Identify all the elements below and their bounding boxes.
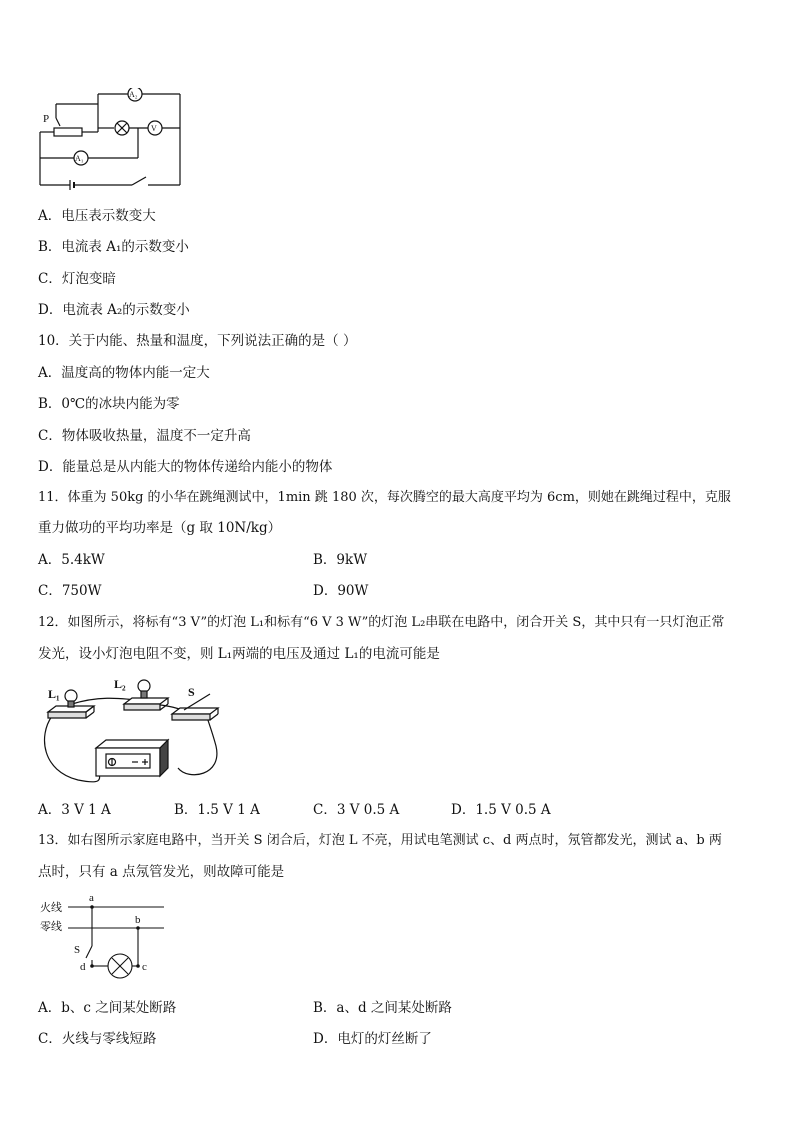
q11-option-d: D．90W [313,583,369,599]
q13-option-a: A．b、c 之间某处断路 [38,1000,177,1016]
q11-stem-line1: 11．体重为 50kg 的小华在跳绳测试中，1min 跳 180 次，每次腾空的最大高度平均为 6cm，则她在跳绳过程中，克服 [38,490,731,505]
q13-circuit-svg [38,890,172,986]
q12-stem-line2: 发光，设小灯泡电阻不变，则 L₁两端的电压及通过 L₁的电流可能是 [38,646,440,662]
q11-option-b: B．9kW [313,552,368,568]
q12-option-c: C．3 V 0.5 A [313,802,400,818]
q10-option-c: C．物体吸收热量，温度不一定升高 [38,428,251,444]
q12-circuit-figure [38,676,234,788]
q13-option-d: D．电灯的灯丝断了 [313,1031,432,1047]
q12-circuit-svg [38,676,234,788]
q9-label-v: V [151,124,157,133]
q12-stem-line1: 12．如图所示，将标有“3 V”的灯泡 L₁和标有“6 V 3 W”的灯泡 L₂串联在电路中，闭合开关 S，其中只有一只灯泡正常 [38,615,725,630]
q12-option-b: B．1.5 V 1 A [174,802,260,818]
q13-label-s: S [74,944,81,956]
q9-option-b: B．电流表 A₁的示数变小 [38,239,189,255]
q9-label-p: P [43,113,50,125]
q13-option-c: C．火线与零线短路 [38,1031,157,1047]
q12-label-s: S [188,685,195,699]
q13-stem-line1: 13．如右图所示家庭电路中，当开关 S 闭合后，灯泡 L 不亮，用试电笔测试 c、d 两点时，氖管都发光，测试 a、b 两 [38,833,722,848]
q9-option-a: A．电压表示数变大 [38,208,156,224]
q9-circuit-figure [34,88,190,190]
q9-option-c: C．灯泡变暗 [38,271,116,287]
q13-circuit-figure [38,890,172,986]
q11-stem-line2: 重力做功的平均功率是（g 取 10N/kg） [38,520,282,536]
q13-stem-line2: 点时，只有 a 点氖管发光，则故障可能是 [38,864,285,880]
q11-option-c: C．750W [38,583,102,599]
q13-option-b: B．a、d 之间某处断路 [313,1000,452,1016]
q10-option-d: D．能量总是从内能大的物体传递给内能小的物体 [38,459,333,475]
q10-stem: 10．关于内能、热量和温度，下列说法正确的是（ ） [38,333,357,349]
q13-label-c: c [142,961,147,973]
q12-label-l2: L₂ [114,677,126,691]
q9-circuit-svg [34,88,190,190]
q12-option-a: A．3 V 1 A [38,802,111,818]
q13-label-d: d [80,961,86,973]
q9-label-a1: A₁ [75,154,84,163]
q13-label-live-wire: 火线 [40,902,62,914]
q12-option-d: D．1.5 V 0.5 A [451,802,551,818]
q12-label-l1: L₁ [48,687,60,701]
q10-option-b: B．0℃的冰块内能为零 [38,396,180,412]
q13-label-a: a [89,892,94,904]
q13-label-neutral-wire: 零线 [40,921,62,933]
q9-option-d: D．电流表 A₂的示数变小 [38,302,190,318]
q9-label-a2: A₂ [129,90,138,99]
q10-option-a: A．温度高的物体内能一定大 [38,365,210,381]
q13-label-b: b [135,914,141,926]
q11-option-a: A．5.4kW [38,552,105,568]
